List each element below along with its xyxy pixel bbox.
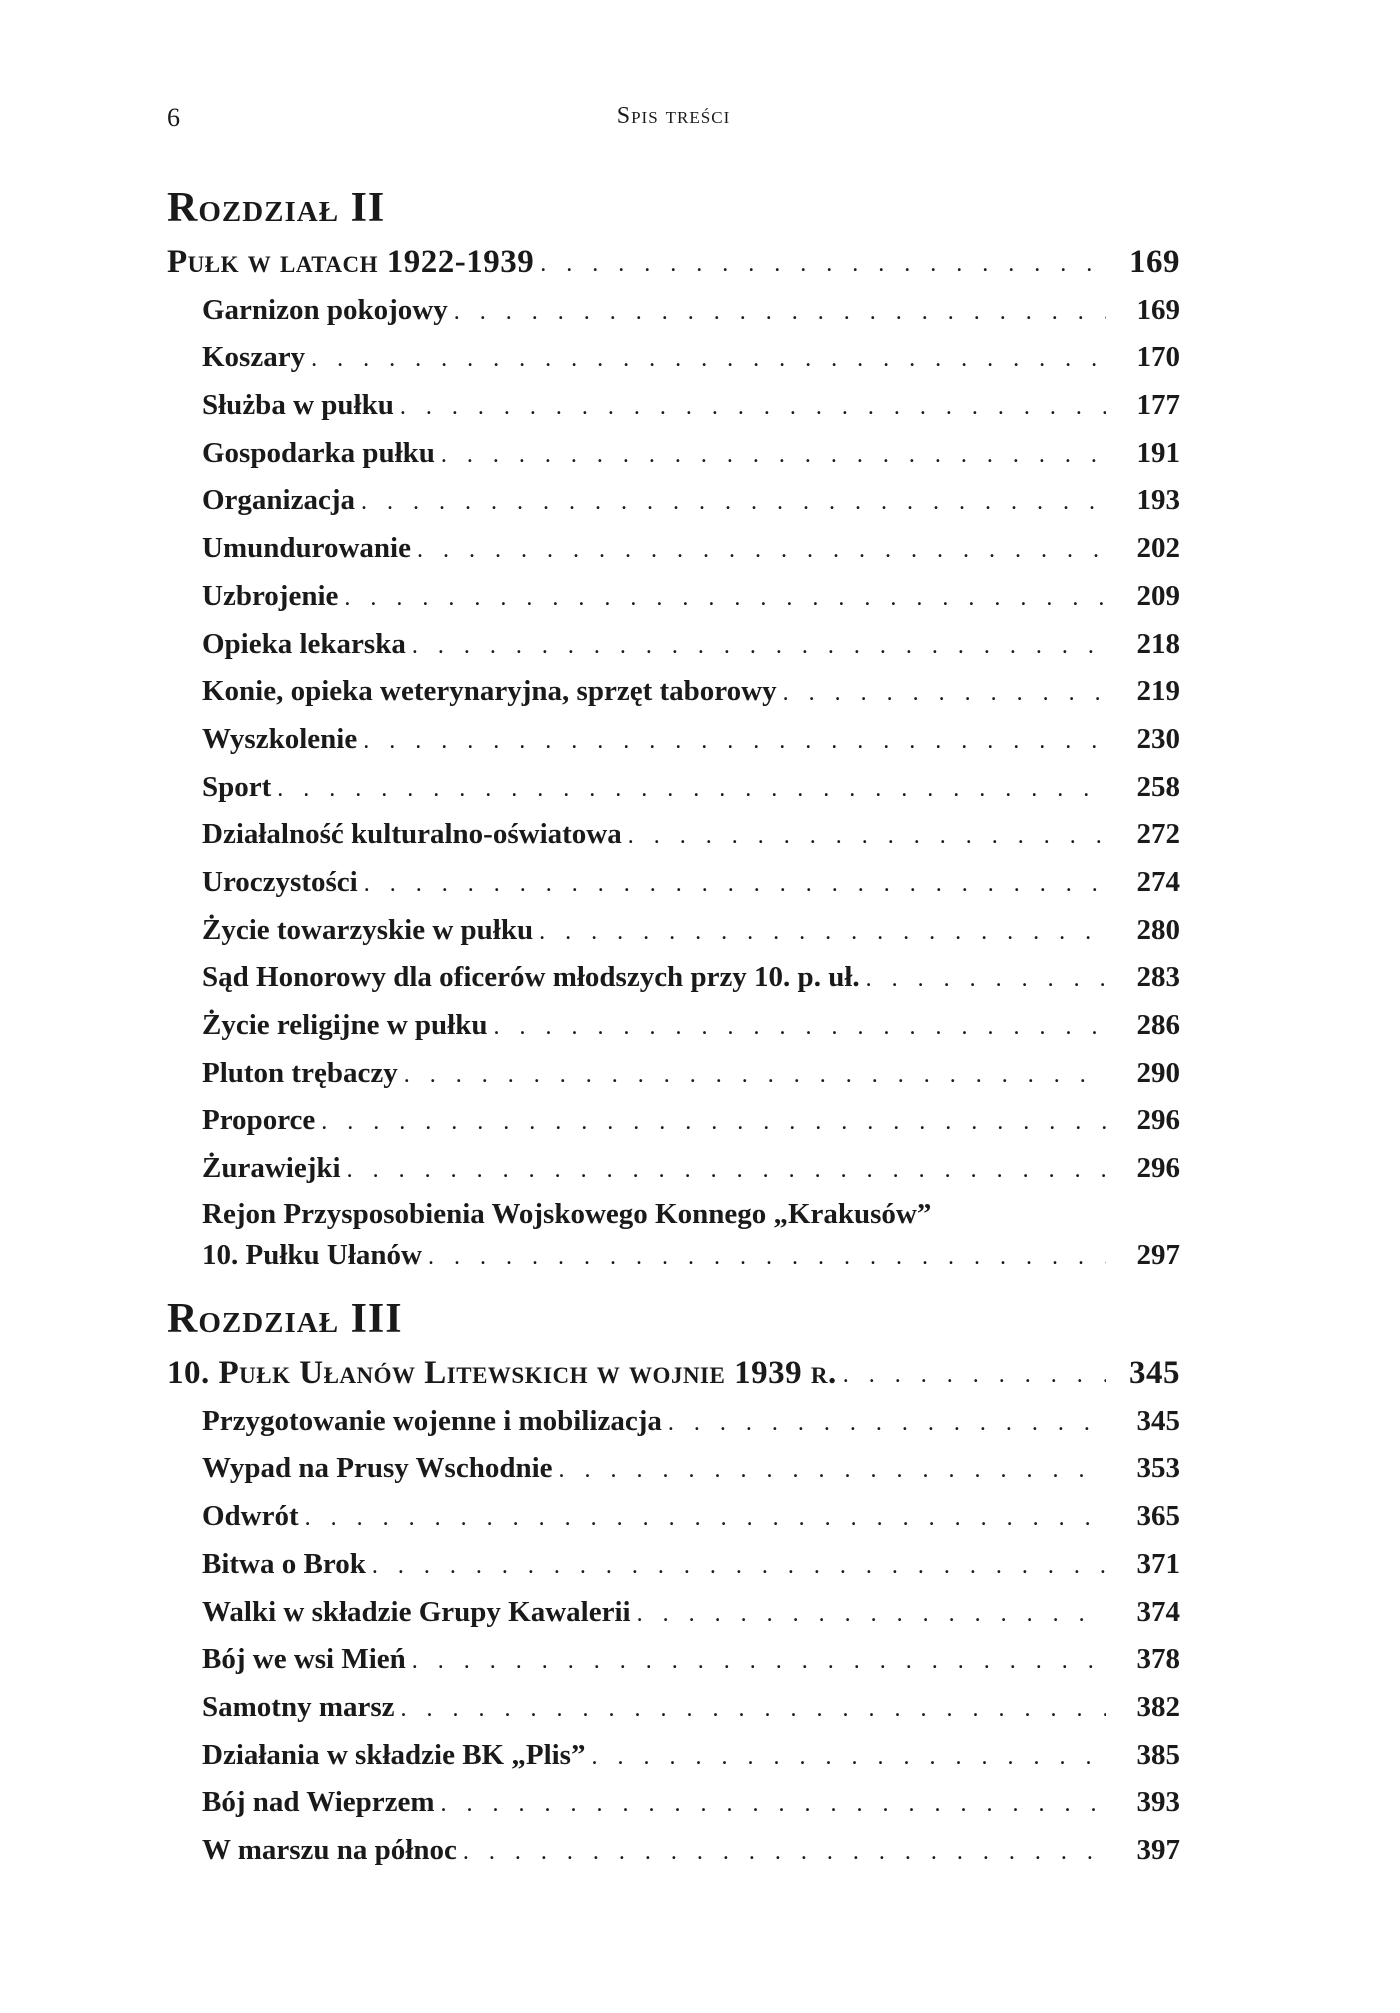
dot-leader	[559, 1455, 1106, 1485]
dot-leader	[364, 869, 1106, 899]
dot-leader	[493, 1012, 1106, 1042]
entry-title: Sąd Honorowy dla oficerów młodszych przy 10. p. uł.	[202, 961, 860, 994]
toc-entry	[167, 1485, 1180, 1533]
running-head	[167, 103, 1180, 133]
entry-page-number: 218	[1136, 627, 1180, 660]
dot-leader	[412, 1646, 1106, 1676]
dot-leader	[637, 1599, 1106, 1629]
entry-title: Samotny marsz	[202, 1690, 395, 1723]
dot-leader	[540, 249, 1106, 279]
toc-entry	[167, 1724, 1180, 1772]
dot-leader	[668, 1408, 1106, 1438]
entry-title: Umundurowanie	[202, 532, 411, 565]
entry-page-number: 371	[1136, 1547, 1180, 1580]
entry-page-number: 169	[1136, 293, 1180, 326]
entry-page-number: 230	[1136, 722, 1180, 755]
entry-page-number: 280	[1136, 913, 1180, 946]
entry-title: Sport	[202, 770, 272, 803]
toc-entry	[167, 1581, 1180, 1629]
entry-title: Organizacja	[202, 484, 356, 517]
toc-entry	[167, 470, 1180, 518]
chapter-title: Pułk w latach 1922-1939	[167, 244, 535, 280]
entry-page-number: 170	[1136, 341, 1180, 374]
dot-leader	[463, 1837, 1106, 1867]
dot-leader	[347, 1155, 1106, 1185]
toc-entry	[167, 1438, 1180, 1486]
dot-leader	[363, 726, 1106, 756]
dot-leader	[441, 440, 1106, 470]
entry-page-number: 397	[1136, 1833, 1180, 1866]
entry-page-number: 296	[1136, 1104, 1180, 1137]
chapter-spacer	[167, 1272, 1180, 1296]
entry-title: Pluton trębaczy	[202, 1056, 398, 1089]
entry-page-number: 378	[1136, 1643, 1180, 1676]
toc-entry	[167, 1390, 1180, 1438]
entry-page-number: 297	[1136, 1239, 1180, 1272]
toc-entry	[167, 517, 1180, 565]
running-title: Spis treści	[616, 103, 731, 129]
toc-entry	[167, 1819, 1180, 1867]
toc-entry	[167, 1090, 1180, 1138]
toc-entry	[167, 1676, 1180, 1724]
chapter-title: 10. Pułk Ułanów Litewskich w wojnie 1939 r.	[167, 1355, 837, 1392]
entry-title: Bitwa o Brok	[202, 1547, 366, 1580]
dot-leader	[305, 1503, 1106, 1533]
entry-page-number: 258	[1136, 770, 1180, 803]
chapter-label: Rozdział III	[167, 1296, 403, 1343]
toc-entry	[167, 1137, 1180, 1185]
toc-entry	[167, 1042, 1180, 1090]
entry-title: W marszu na północ	[202, 1833, 457, 1866]
entry-title: Gospodarka pułku	[202, 436, 435, 469]
entry-title: Garnizon pokojowy	[202, 293, 448, 326]
toc-entry	[167, 1629, 1180, 1677]
entry-title: Walki w składzie Grupy Kawalerii	[202, 1595, 631, 1628]
toc-entry-multiline-second-line	[167, 1231, 1180, 1272]
dot-leader	[428, 1242, 1106, 1272]
entry-title: Żurawiejki	[202, 1152, 341, 1185]
toc-entry	[167, 565, 1180, 613]
dot-leader	[417, 535, 1106, 565]
entry-page-number: 209	[1136, 579, 1180, 612]
entry-title: Działania w składzie BK „Plis”	[202, 1738, 586, 1771]
toc-entry	[167, 661, 1180, 709]
dot-leader	[843, 1360, 1106, 1390]
toc-entry	[167, 422, 1180, 470]
chapter-page-number: 345	[1129, 1355, 1180, 1392]
entry-page-number: 193	[1136, 484, 1180, 517]
entry-title: Uzbrojenie	[202, 579, 339, 612]
entry-page-number: 290	[1136, 1056, 1180, 1089]
dot-leader	[628, 821, 1106, 851]
entry-page-number: 272	[1136, 818, 1180, 851]
dot-leader	[783, 678, 1106, 708]
entry-page-number: 385	[1136, 1738, 1180, 1771]
toc-entry	[167, 1772, 1180, 1820]
entry-title: Służba w pułku	[202, 389, 394, 422]
entry-title: Bój nad Wieprzem	[202, 1786, 435, 1819]
entry-title: Bój we wsi Mień	[202, 1643, 406, 1676]
page-number: 6	[167, 103, 180, 132]
entry-page-number: 393	[1136, 1786, 1180, 1819]
table-of-contents	[167, 185, 1180, 1867]
dot-leader	[404, 1060, 1106, 1090]
entry-page-number: 286	[1136, 1009, 1180, 1041]
entry-title: Opieka lekarska	[202, 627, 406, 660]
toc-entry	[167, 1533, 1180, 1581]
entry-page-number: 296	[1136, 1152, 1180, 1185]
dot-leader	[344, 583, 1106, 613]
entry-title: Proporce	[202, 1104, 316, 1137]
entry-title: Przygotowanie wojenne i mobilizacja	[202, 1404, 662, 1437]
dot-leader	[401, 1694, 1106, 1724]
chapter-title-row	[167, 1342, 1180, 1390]
dot-leader	[311, 344, 1106, 374]
entry-title: Wypad na Prusy Wschodnie	[202, 1452, 553, 1485]
entry-page-number: 374	[1136, 1595, 1180, 1628]
entry-title: 10. Pułku Ułanów	[202, 1239, 422, 1272]
entry-title: Życie religijne w pułku	[202, 1009, 488, 1041]
toc-entry-multiline-first-line: Rejon Przysposobienia Wojskowego Konnego „Krakusów”	[202, 1198, 932, 1231]
entry-title: Uroczystości	[202, 865, 358, 898]
chapter-page-number: 169	[1129, 244, 1180, 280]
dot-leader	[591, 1742, 1106, 1772]
toc-entry	[167, 374, 1180, 422]
toc-entry	[167, 851, 1180, 899]
toc-entry	[167, 899, 1180, 947]
dot-leader	[372, 1551, 1106, 1581]
entry-page-number: 353	[1136, 1452, 1180, 1485]
dot-leader	[400, 392, 1106, 422]
toc-entry	[167, 327, 1180, 375]
dot-leader	[539, 917, 1106, 947]
entry-page-number: 177	[1136, 389, 1180, 422]
entry-page-number: 345	[1136, 1404, 1180, 1437]
toc-entry	[167, 804, 1180, 852]
entry-page-number: 274	[1136, 865, 1180, 898]
dot-leader	[321, 1107, 1106, 1137]
entry-page-number: 365	[1136, 1500, 1180, 1533]
entry-title: Wyszkolenie	[202, 722, 358, 755]
entry-title: Działalność kulturalno-oświatowa	[202, 818, 622, 851]
entry-page-number: 382	[1136, 1690, 1180, 1723]
dot-leader	[866, 964, 1106, 994]
dot-leader	[441, 1789, 1106, 1819]
toc-entry	[167, 756, 1180, 804]
chapter-title-row	[167, 231, 1180, 279]
chapter-label: Rozdział II	[167, 185, 386, 231]
entry-page-number: 191	[1136, 436, 1180, 469]
entry-title: Konie, opieka weterynaryjna, sprzęt taborowy	[202, 675, 777, 708]
dot-leader	[277, 774, 1106, 804]
toc-entry	[167, 279, 1180, 327]
entry-title: Koszary	[202, 341, 306, 374]
entry-page-number: 219	[1136, 675, 1180, 708]
dot-leader	[454, 297, 1106, 327]
entry-page-number: 202	[1136, 532, 1180, 565]
entry-title: Życie towarzyskie w pułku	[202, 913, 534, 946]
toc-entry	[167, 947, 1180, 995]
dot-leader	[412, 631, 1106, 661]
toc-entry	[167, 708, 1180, 756]
entry-title: Odwrót	[202, 1500, 299, 1533]
entry-page-number: 283	[1136, 961, 1180, 994]
toc-entry	[167, 613, 1180, 661]
toc-entry	[167, 994, 1180, 1042]
dot-leader	[361, 487, 1106, 517]
